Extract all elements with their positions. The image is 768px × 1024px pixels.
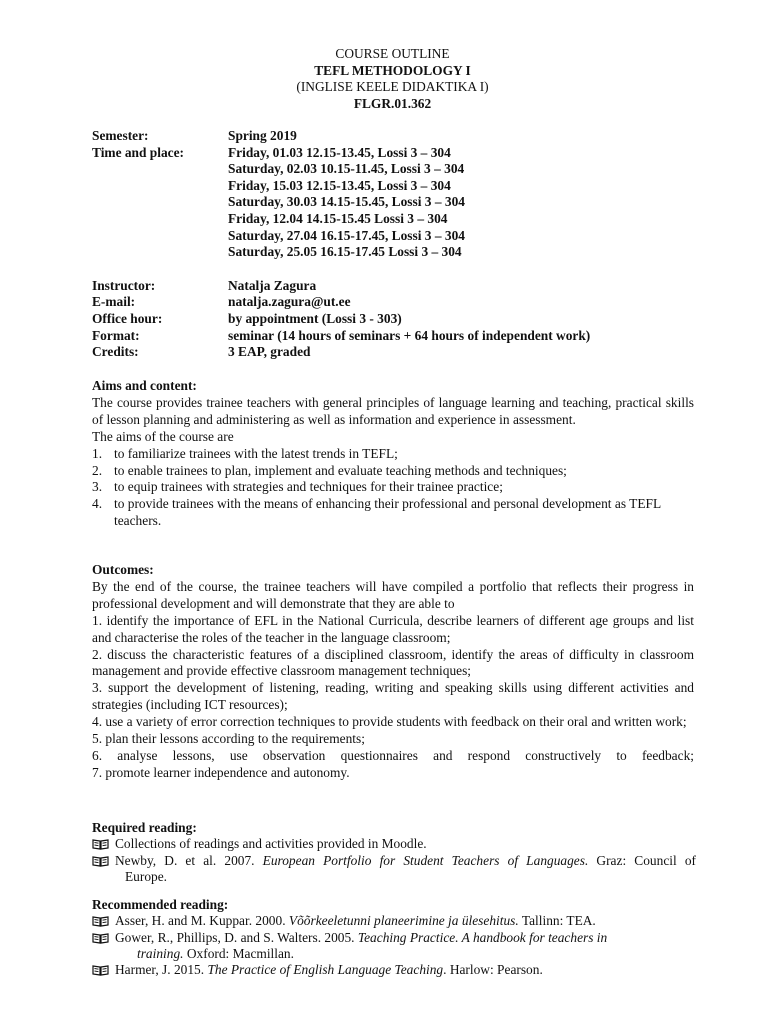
semester-row (92, 128, 590, 145)
reading-author: Newby, D. et al. 2007. (115, 852, 263, 868)
outcome-item: 6. analyse lessons, use observation questionnaires and respond constructively to feedback; (92, 747, 694, 763)
aims-item (92, 496, 694, 530)
reading-publisher: Tallinn: TEA. (518, 913, 596, 929)
reading-item (92, 930, 696, 963)
instructor-label: Instructor: (92, 277, 156, 293)
session-row (92, 178, 590, 195)
reading-author: Gower, R., Phillips, D. and S. Walters. 2005. (115, 929, 358, 945)
reading-publisher: . Harlow: Pearson. (443, 962, 543, 978)
instructor-value: Natalja Zagura (228, 277, 317, 293)
office-hour-value: by appointment (Lossi 3 - 303) (228, 310, 402, 326)
reading-item (92, 962, 696, 978)
course-title-estonian: (INGLISE KEELE DIDAKTIKA I) (296, 79, 489, 94)
credits-label: Credits: (92, 344, 139, 360)
credits-row (92, 344, 590, 361)
format-value: seminar (14 hours of seminars + 64 hours of independent work) (228, 327, 591, 343)
session-2: Saturday, 02.03 10.15-11.45, Lossi 3 – 304 (228, 161, 465, 177)
session-row (92, 228, 590, 245)
aims-item (92, 446, 694, 463)
aims-item-text: to equip trainees with strategies and techniques for their trainee practice; (114, 479, 503, 495)
reading-title: The Practice of English Language Teaching (207, 962, 444, 978)
aims-item-text: to enable trainees to plan, implement and evaluate teaching methods and techniques; (114, 462, 567, 478)
reading-title-continuation: training. (137, 945, 184, 961)
required-reading-heading: Required reading: (92, 820, 197, 835)
semester-value: Spring 2019 (228, 128, 297, 143)
session-row (92, 211, 590, 228)
session-6: Saturday, 27.04 16.15-17.45, Lossi 3 – 304 (228, 227, 465, 243)
semester-label: Semester: (92, 128, 149, 143)
session-1: Friday, 01.03 12.15-13.45, Lossi 3 – 304 (228, 144, 451, 160)
header-line-1: COURSE OUTLINE (335, 46, 450, 61)
aims-item-number: 4. (92, 496, 103, 512)
aims-item (92, 463, 694, 480)
open-book-icon (92, 853, 115, 886)
recommended-reading-section (92, 897, 696, 978)
open-book-icon (92, 836, 115, 852)
outcome-item: 5. plan their lessons according to the requirements; (92, 731, 365, 747)
outcome-item: 3. support the development of listening, reading, writing and speaking skills using different activities and strategies (including ICT resources); (92, 680, 694, 713)
reading-author: Asser, H. and M. Kuppar. 2000. (115, 913, 289, 929)
reading-publisher: Graz: Council of (588, 852, 696, 868)
instructor-row (92, 278, 590, 295)
email-row (92, 294, 590, 311)
outcomes-intro: By the end of the course, the trainee teachers will have compiled a portfolio that reflects their progress in professional development and will demonstrate that they are able to (92, 578, 694, 611)
time-place-row (92, 145, 590, 162)
course-code: FLGR.01.362 (353, 95, 432, 111)
aims-item-text: to familiarize trainees with the latest trends in TEFL; (114, 445, 398, 461)
reading-author: Harmer, J. 2015. (115, 962, 208, 978)
outcome-item: 7. promote learner independence and autonomy. (92, 764, 350, 780)
aims-item-number: 3. (92, 479, 103, 495)
reading-publisher: Oxford: Macmillan. (183, 945, 294, 961)
office-hour-row (92, 311, 590, 328)
aims-item-number: 2. (92, 462, 103, 478)
format-row (92, 328, 590, 345)
reading-title: European Portfolio for Student Teachers of Languages. (262, 852, 589, 868)
outcomes-section (92, 562, 694, 782)
course-title: TEFL METHODOLOGY I (314, 62, 471, 78)
outcome-item: 2. discuss the characteristic features of a disciplined classroom, identify the areas of difficulty in classroom management and provide effective classroom management techniques; (92, 646, 694, 679)
outcomes-heading: Outcomes: (92, 562, 154, 577)
open-book-icon (92, 930, 115, 963)
course-info (92, 128, 590, 361)
reading-item (92, 853, 696, 886)
reading-item (92, 913, 696, 929)
session-3: Friday, 15.03 12.15-13.45, Lossi 3 – 304 (228, 177, 451, 193)
reading-continuation: Europe. (125, 868, 168, 884)
session-5: Friday, 12.04 14.15-15.45 Lossi 3 – 304 (228, 210, 448, 226)
aims-item-text: to provide trainees with the means of enhancing their professional and personal development as TEFL teachers. (114, 496, 661, 529)
email-label: E-mail: (92, 294, 136, 310)
session-4: Saturday, 30.03 14.15-15.45, Lossi 3 – 304 (228, 194, 465, 210)
session-row (92, 244, 590, 261)
outcome-item: 4. use a variety of error correction techniques to provide students with feedback on their oral and written work; (92, 714, 687, 730)
format-label: Format: (92, 327, 140, 343)
time-place-label: Time and place: (92, 144, 185, 160)
reading-title: Teaching Practice. A handbook for teachers in (357, 929, 608, 945)
required-reading-section (92, 820, 696, 885)
email-value: natalja.zagura@ut.ee (228, 294, 351, 310)
credits-value: 3 EAP, graded (228, 344, 311, 360)
outcome-item: 1. identify the importance of EFL in the National Curricula, describe learners of different age groups and list and characterise the roles of the teacher in the language classroom; (92, 612, 694, 645)
aims-heading: Aims and content: (92, 378, 197, 393)
session-row (92, 194, 590, 211)
reading-text: Collections of readings and activities provided in Moodle. (115, 836, 427, 852)
aims-list-intro: The aims of the course are (92, 428, 234, 444)
aims-item (92, 479, 694, 496)
reading-title: Võõrkeeletunni planeerimine ja ülesehitus. (288, 913, 519, 929)
session-row (92, 161, 590, 178)
aims-section (92, 378, 694, 530)
open-book-icon (92, 962, 115, 978)
aims-item-number: 1. (92, 445, 103, 461)
course-header (0, 46, 768, 112)
office-hour-label: Office hour: (92, 310, 163, 326)
reading-item (92, 836, 696, 852)
recommended-reading-heading: Recommended reading: (92, 897, 229, 912)
aims-intro: The course provides trainee teachers with general principles of language learning and teaching, practical skills of lesson planning and administering as well as information and experience in assessment. (92, 394, 694, 427)
open-book-icon (92, 913, 115, 929)
session-7: Saturday, 25.05 16.15-17.45 Lossi 3 – 304 (228, 244, 462, 260)
